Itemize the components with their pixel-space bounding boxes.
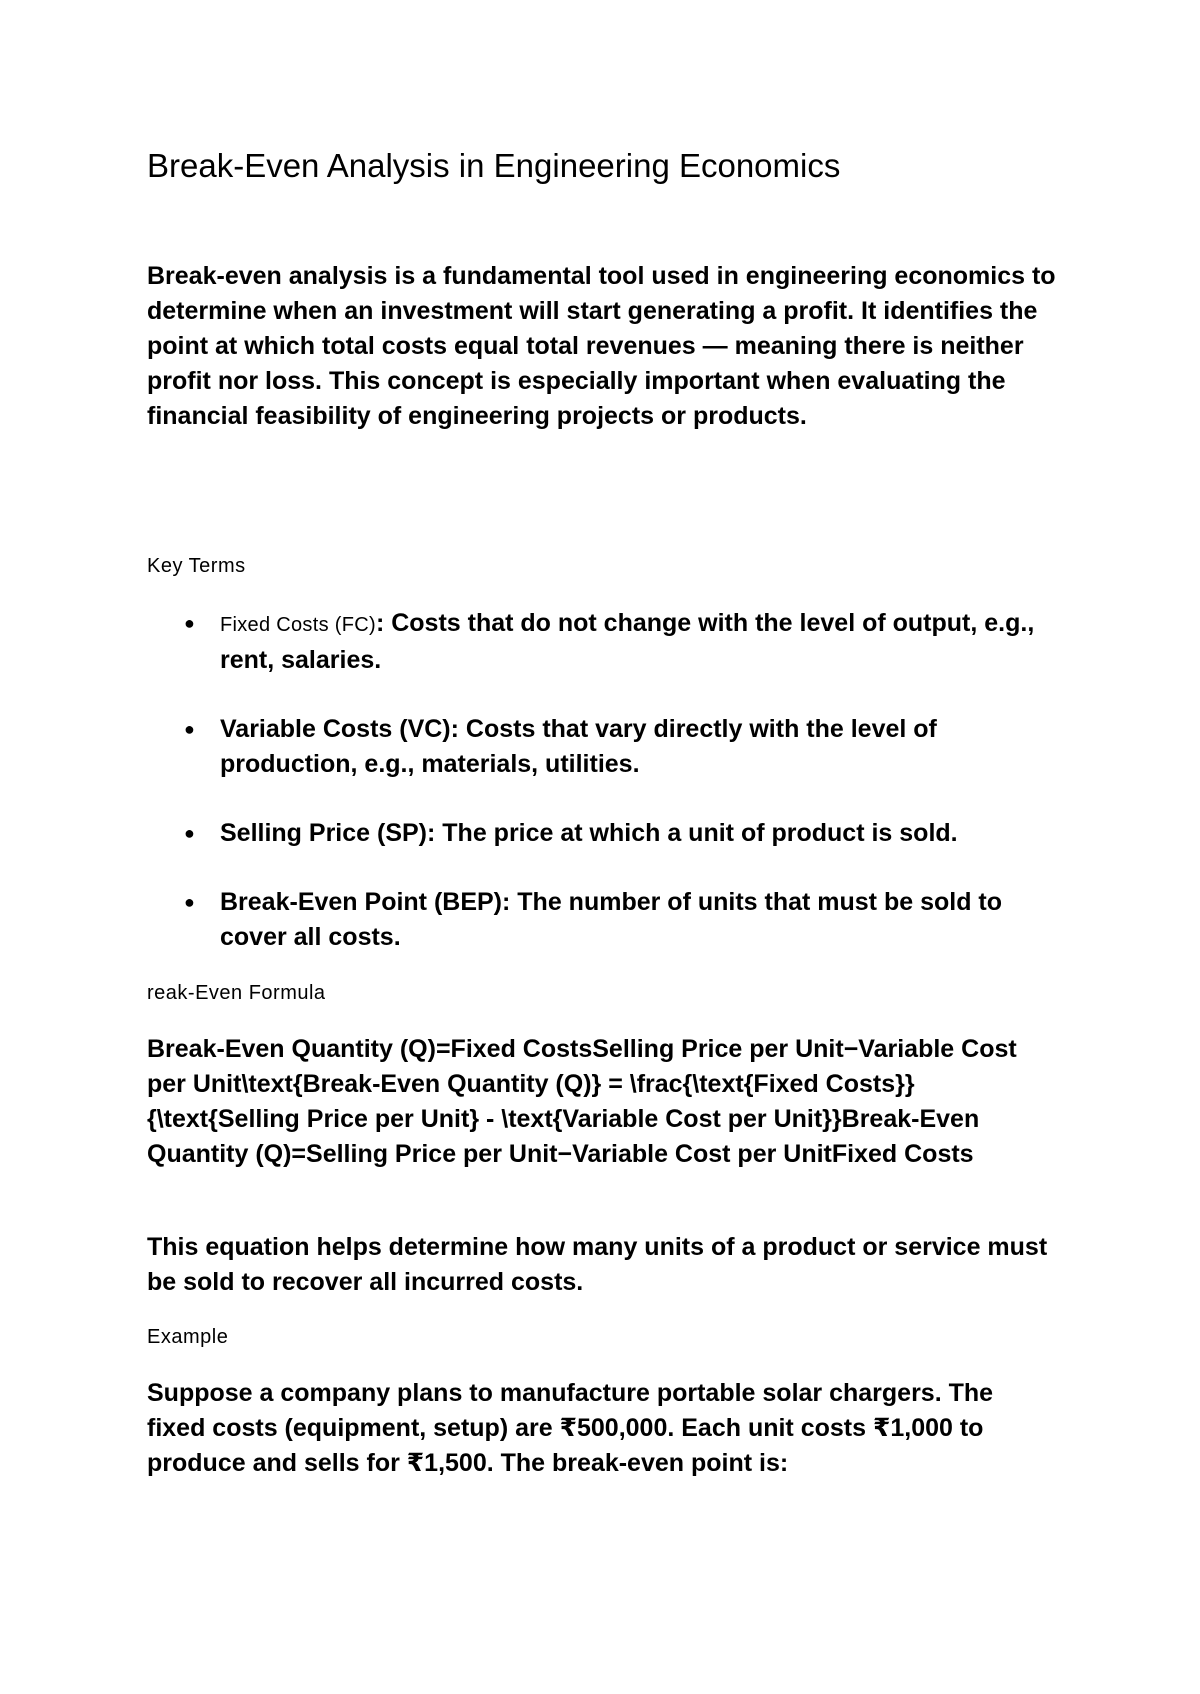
document-title: Break-Even Analysis in Engineering Economics [147, 147, 841, 184]
list-item [147, 816, 1057, 851]
list-item [147, 885, 1057, 955]
formula-explanation: This equation helps determine how many units of a product or service must be sold to recover all incurred costs. [147, 1233, 1048, 1296]
bullet-icon: ● [184, 719, 195, 739]
term-definition: : The number of units that must be sold to cover all costs. [220, 888, 1003, 951]
term-name: Fixed Costs (FC) [220, 614, 376, 636]
bullet-icon: ● [184, 613, 195, 633]
key-terms-heading: Key Terms [147, 555, 246, 577]
formula-text: Break-Even Quantity (Q)=Fixed CostsSelling Price per Unit−Variable Cost per Unit\text{Break-Even Quantity (Q)} = \frac{\text{Fixed Costs}}{\text{Selling Price per Unit} - \text{Variable Cost per Unit}}Break-Even Quantity (Q)=Selling Price per Unit−Variable Cost per UnitFixed Costs [147, 1035, 1017, 1168]
term-name: Variable Costs (VC) [220, 715, 451, 743]
list-item [147, 712, 1057, 782]
term-definition: : Costs that vary directly with the level of production, e.g., materials, utilities. [220, 715, 937, 778]
term-definition: : The price at which a unit of product is sold. [427, 819, 958, 847]
list-item [147, 606, 1057, 678]
term-definition: : Costs that do not change with the level of output, e.g., rent, salaries. [220, 609, 1035, 674]
formula-heading: reak-Even Formula [147, 982, 326, 1004]
term-name: Selling Price (SP) [220, 819, 428, 847]
example-paragraph: Suppose a company plans to manufacture portable solar chargers. The fixed costs (equipment, setup) are ₹500,000. Each unit costs ₹1,000 to produce and sells for ₹1,500. The break-even point is: [147, 1379, 994, 1477]
bullet-icon: ● [184, 823, 195, 843]
key-terms-list [147, 606, 1057, 989]
bullet-icon: ● [184, 892, 195, 912]
example-heading: Example [147, 1326, 229, 1348]
term-name: Break-Even Point (BEP) [220, 888, 503, 916]
intro-paragraph: Break-even analysis is a fundamental tool used in engineering economics to determine when an investment will start generating a profit. It identifies the point at which total costs equal total revenues — meaning there is neither profit nor loss. This concept is especially important when evaluating the financial feasibility of engineering projects or products. [147, 262, 1056, 430]
